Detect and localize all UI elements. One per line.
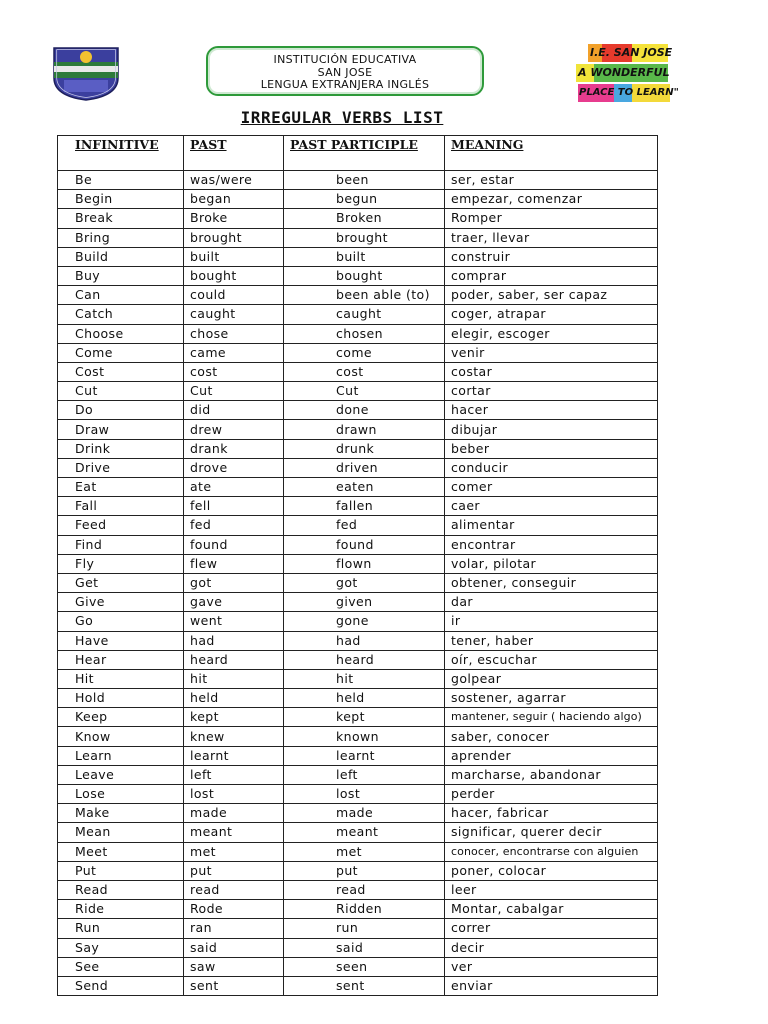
infinitive-cell: Find bbox=[58, 535, 184, 554]
infinitive-cell: Go bbox=[58, 612, 184, 631]
infinitive-cell: Begin bbox=[58, 190, 184, 209]
past-cell: lost bbox=[184, 785, 284, 804]
past-cell: Rode bbox=[184, 900, 284, 919]
infinitive-cell: Leave bbox=[58, 765, 184, 784]
past-participle-cell: drawn bbox=[284, 420, 445, 439]
past-participle-cell: made bbox=[284, 804, 445, 823]
infinitive-cell: Come bbox=[58, 343, 184, 362]
table-row bbox=[58, 880, 658, 899]
past-cell: said bbox=[184, 938, 284, 957]
past-participle-cell: got bbox=[284, 573, 445, 592]
meaning-cell: golpear bbox=[445, 669, 658, 688]
infinitive-cell: Break bbox=[58, 209, 184, 228]
past-participle-cell: found bbox=[284, 535, 445, 554]
meaning-cell: elegir, escoger bbox=[445, 324, 658, 343]
meaning-cell: sostener, agarrar bbox=[445, 689, 658, 708]
table-body bbox=[58, 171, 658, 996]
past-participle-cell: Ridden bbox=[284, 900, 445, 919]
infinitive-cell: Fly bbox=[58, 554, 184, 573]
past-cell: brought bbox=[184, 228, 284, 247]
past-participle-cell: done bbox=[284, 401, 445, 420]
past-cell: drove bbox=[184, 458, 284, 477]
table-row bbox=[58, 439, 658, 458]
past-participle-cell: fallen bbox=[284, 497, 445, 516]
past-cell: built bbox=[184, 247, 284, 266]
table-row bbox=[58, 286, 658, 305]
column-header-infinitive: INFINITIVE bbox=[58, 136, 184, 171]
past-cell: learnt bbox=[184, 746, 284, 765]
past-participle-cell: brought bbox=[284, 228, 445, 247]
table-row bbox=[58, 382, 658, 401]
table-row bbox=[58, 573, 658, 592]
past-cell: left bbox=[184, 765, 284, 784]
table-row bbox=[58, 689, 658, 708]
institution-line: INSTITUCIÓN EDUCATIVA bbox=[273, 53, 417, 66]
table-row bbox=[58, 209, 658, 228]
institution-line: SAN JOSE bbox=[317, 65, 373, 79]
meaning-cell: Montar, cabalgar bbox=[445, 900, 658, 919]
table-row bbox=[58, 190, 658, 209]
meaning-cell: mantener, seguir ( haciendo algo) bbox=[445, 708, 658, 727]
meaning-cell: conocer, encontrarse con alguien bbox=[445, 842, 658, 861]
infinitive-cell: Read bbox=[58, 880, 184, 899]
meaning-cell: marcharse, abandonar bbox=[445, 765, 658, 784]
slogan-line: A WONDERFUL bbox=[578, 66, 670, 79]
past-participle-cell: known bbox=[284, 727, 445, 746]
meaning-cell: oír, escuchar bbox=[445, 650, 658, 669]
table-row bbox=[58, 861, 658, 880]
past-cell: chose bbox=[184, 324, 284, 343]
past-participle-cell: held bbox=[284, 689, 445, 708]
slogan-line: I.E. SAN JOSE bbox=[590, 46, 673, 59]
past-cell: fell bbox=[184, 497, 284, 516]
meaning-cell: comprar bbox=[445, 266, 658, 285]
past-cell: meant bbox=[184, 823, 284, 842]
past-participle-cell: eaten bbox=[284, 478, 445, 497]
meaning-cell: decir bbox=[445, 938, 658, 957]
infinitive-cell: Cut bbox=[58, 382, 184, 401]
infinitive-cell: Fall bbox=[58, 497, 184, 516]
infinitive-cell: Bring bbox=[58, 228, 184, 247]
table-row bbox=[58, 612, 658, 631]
table-row bbox=[58, 957, 658, 976]
infinitive-cell: Run bbox=[58, 919, 184, 938]
institution-line: LENGUA EXTRANJERA INGLÉS bbox=[260, 78, 430, 91]
past-cell: cost bbox=[184, 362, 284, 381]
past-participle-cell: drunk bbox=[284, 439, 445, 458]
institution-name-box bbox=[206, 46, 484, 96]
past-cell: flew bbox=[184, 554, 284, 573]
table-row bbox=[58, 727, 658, 746]
past-cell: kept bbox=[184, 708, 284, 727]
table-header-row bbox=[58, 136, 658, 171]
column-header-past: PAST bbox=[184, 136, 284, 171]
past-participle-cell: been able (to) bbox=[284, 286, 445, 305]
table-row bbox=[58, 362, 658, 381]
table-row bbox=[58, 938, 658, 957]
past-cell: made bbox=[184, 804, 284, 823]
irregular-verbs-table bbox=[57, 135, 658, 996]
meaning-cell: ver bbox=[445, 957, 658, 976]
past-participle-cell: gone bbox=[284, 612, 445, 631]
infinitive-cell: Hold bbox=[58, 689, 184, 708]
table-row bbox=[58, 305, 658, 324]
past-participle-cell: said bbox=[284, 938, 445, 957]
infinitive-cell: Hit bbox=[58, 669, 184, 688]
table-row bbox=[58, 516, 658, 535]
meaning-cell: poner, colocar bbox=[445, 861, 658, 880]
infinitive-cell: See bbox=[58, 957, 184, 976]
past-participle-cell: kept bbox=[284, 708, 445, 727]
table-row bbox=[58, 247, 658, 266]
page-title: IRREGULAR VERBS LIST bbox=[240, 108, 444, 127]
past-participle-cell: put bbox=[284, 861, 445, 880]
past-participle-cell: left bbox=[284, 765, 445, 784]
infinitive-cell: Say bbox=[58, 938, 184, 957]
past-participle-cell: bought bbox=[284, 266, 445, 285]
infinitive-cell: Hear bbox=[58, 650, 184, 669]
infinitive-cell: Drive bbox=[58, 458, 184, 477]
infinitive-cell: Ride bbox=[58, 900, 184, 919]
past-participle-cell: chosen bbox=[284, 324, 445, 343]
table-row bbox=[58, 324, 658, 343]
infinitive-cell: Keep bbox=[58, 708, 184, 727]
past-cell: heard bbox=[184, 650, 284, 669]
past-participle-cell: meant bbox=[284, 823, 445, 842]
past-cell: knew bbox=[184, 727, 284, 746]
infinitive-cell: Do bbox=[58, 401, 184, 420]
table-row bbox=[58, 900, 658, 919]
table-row bbox=[58, 976, 658, 995]
past-cell: gave bbox=[184, 593, 284, 612]
table-row bbox=[58, 785, 658, 804]
infinitive-cell: Drink bbox=[58, 439, 184, 458]
table-row bbox=[58, 804, 658, 823]
meaning-cell: venir bbox=[445, 343, 658, 362]
past-cell: fed bbox=[184, 516, 284, 535]
meaning-cell: tener, haber bbox=[445, 631, 658, 650]
past-cell: saw bbox=[184, 957, 284, 976]
meaning-cell: conducir bbox=[445, 458, 658, 477]
meaning-cell: enviar bbox=[445, 976, 658, 995]
meaning-cell: obtener, conseguir bbox=[445, 573, 658, 592]
meaning-cell: construir bbox=[445, 247, 658, 266]
table-row bbox=[58, 420, 658, 439]
past-participle-cell: cost bbox=[284, 362, 445, 381]
infinitive-cell: Feed bbox=[58, 516, 184, 535]
infinitive-cell: Know bbox=[58, 727, 184, 746]
table-row bbox=[58, 497, 658, 516]
past-participle-cell: driven bbox=[284, 458, 445, 477]
past-participle-cell: begun bbox=[284, 190, 445, 209]
table-row bbox=[58, 266, 658, 285]
table-row bbox=[58, 171, 658, 190]
infinitive-cell: Build bbox=[58, 247, 184, 266]
meaning-cell: ir bbox=[445, 612, 658, 631]
past-participle-cell: seen bbox=[284, 957, 445, 976]
infinitive-cell: Put bbox=[58, 861, 184, 880]
meaning-cell: volar, pilotar bbox=[445, 554, 658, 573]
past-cell: drew bbox=[184, 420, 284, 439]
past-cell: Cut bbox=[184, 382, 284, 401]
table-row bbox=[58, 478, 658, 497]
table-row bbox=[58, 842, 658, 861]
past-cell: read bbox=[184, 880, 284, 899]
meaning-cell: cortar bbox=[445, 382, 658, 401]
column-header-meaning: MEANING bbox=[445, 136, 658, 171]
meaning-cell: alimentar bbox=[445, 516, 658, 535]
table-row bbox=[58, 919, 658, 938]
meaning-cell: dibujar bbox=[445, 420, 658, 439]
table-row bbox=[58, 554, 658, 573]
past-participle-cell: learnt bbox=[284, 746, 445, 765]
table-row bbox=[58, 401, 658, 420]
meaning-cell: Romper bbox=[445, 209, 658, 228]
infinitive-cell: Be bbox=[58, 171, 184, 190]
past-cell: began bbox=[184, 190, 284, 209]
table-row bbox=[58, 746, 658, 765]
infinitive-cell: Eat bbox=[58, 478, 184, 497]
infinitive-cell: Send bbox=[58, 976, 184, 995]
infinitive-cell: Catch bbox=[58, 305, 184, 324]
past-cell: drank bbox=[184, 439, 284, 458]
slogan-line: PLACE TO LEARN" bbox=[579, 87, 679, 98]
past-cell: met bbox=[184, 842, 284, 861]
meaning-cell: comer bbox=[445, 478, 658, 497]
meaning-cell: saber, conocer bbox=[445, 727, 658, 746]
table-row bbox=[58, 343, 658, 362]
past-participle-cell: hit bbox=[284, 669, 445, 688]
infinitive-cell: Meet bbox=[58, 842, 184, 861]
past-cell: did bbox=[184, 401, 284, 420]
table-row bbox=[58, 228, 658, 247]
past-participle-cell: lost bbox=[284, 785, 445, 804]
past-participle-cell: Broken bbox=[284, 209, 445, 228]
meaning-cell: correr bbox=[445, 919, 658, 938]
past-participle-cell: built bbox=[284, 247, 445, 266]
past-cell: went bbox=[184, 612, 284, 631]
past-cell: hit bbox=[184, 669, 284, 688]
past-cell: ran bbox=[184, 919, 284, 938]
past-participle-cell: come bbox=[284, 343, 445, 362]
infinitive-cell: Can bbox=[58, 286, 184, 305]
meaning-cell: poder, saber, ser capaz bbox=[445, 286, 658, 305]
meaning-cell: coger, atrapar bbox=[445, 305, 658, 324]
past-cell: caught bbox=[184, 305, 284, 324]
past-participle-cell: had bbox=[284, 631, 445, 650]
meaning-cell: empezar, comenzar bbox=[445, 190, 658, 209]
infinitive-cell: Mean bbox=[58, 823, 184, 842]
table-row bbox=[58, 458, 658, 477]
past-cell: ate bbox=[184, 478, 284, 497]
past-participle-cell: sent bbox=[284, 976, 445, 995]
past-cell: put bbox=[184, 861, 284, 880]
past-participle-cell: met bbox=[284, 842, 445, 861]
infinitive-cell: Have bbox=[58, 631, 184, 650]
table-row bbox=[58, 650, 658, 669]
infinitive-cell: Cost bbox=[58, 362, 184, 381]
infinitive-cell: Draw bbox=[58, 420, 184, 439]
table-row bbox=[58, 631, 658, 650]
past-participle-cell: been bbox=[284, 171, 445, 190]
infinitive-cell: Choose bbox=[58, 324, 184, 343]
meaning-cell: aprender bbox=[445, 746, 658, 765]
table-row bbox=[58, 669, 658, 688]
past-participle-cell: caught bbox=[284, 305, 445, 324]
past-cell: got bbox=[184, 573, 284, 592]
infinitive-cell: Learn bbox=[58, 746, 184, 765]
meaning-cell: ser, estar bbox=[445, 171, 658, 190]
past-cell: found bbox=[184, 535, 284, 554]
past-cell: sent bbox=[184, 976, 284, 995]
infinitive-cell: Lose bbox=[58, 785, 184, 804]
past-cell: Broke bbox=[184, 209, 284, 228]
infinitive-cell: Make bbox=[58, 804, 184, 823]
meaning-cell: traer, llevar bbox=[445, 228, 658, 247]
meaning-cell: caer bbox=[445, 497, 658, 516]
past-cell: bought bbox=[184, 266, 284, 285]
past-participle-cell: flown bbox=[284, 554, 445, 573]
past-participle-cell: run bbox=[284, 919, 445, 938]
past-cell: was/were bbox=[184, 171, 284, 190]
past-cell: had bbox=[184, 631, 284, 650]
past-participle-cell: given bbox=[284, 593, 445, 612]
meaning-cell: hacer bbox=[445, 401, 658, 420]
past-participle-cell: fed bbox=[284, 516, 445, 535]
meaning-cell: dar bbox=[445, 593, 658, 612]
table-row bbox=[58, 708, 658, 727]
table-row bbox=[58, 765, 658, 784]
table-row bbox=[58, 593, 658, 612]
meaning-cell: costar bbox=[445, 362, 658, 381]
past-cell: came bbox=[184, 343, 284, 362]
column-header-past-participle: PAST PARTICIPLE bbox=[284, 136, 445, 171]
past-participle-cell: Cut bbox=[284, 382, 445, 401]
past-cell: held bbox=[184, 689, 284, 708]
table-row bbox=[58, 535, 658, 554]
meaning-cell: beber bbox=[445, 439, 658, 458]
infinitive-cell: Buy bbox=[58, 266, 184, 285]
meaning-cell: encontrar bbox=[445, 535, 658, 554]
infinitive-cell: Get bbox=[58, 573, 184, 592]
meaning-cell: leer bbox=[445, 880, 658, 899]
past-participle-cell: heard bbox=[284, 650, 445, 669]
school-crest-logo bbox=[50, 44, 122, 102]
meaning-cell: hacer, fabricar bbox=[445, 804, 658, 823]
slogan-logo bbox=[576, 42, 679, 108]
infinitive-cell: Give bbox=[58, 593, 184, 612]
meaning-cell: perder bbox=[445, 785, 658, 804]
past-participle-cell: read bbox=[284, 880, 445, 899]
past-cell: could bbox=[184, 286, 284, 305]
meaning-cell: significar, querer decir bbox=[445, 823, 658, 842]
table-row bbox=[58, 823, 658, 842]
